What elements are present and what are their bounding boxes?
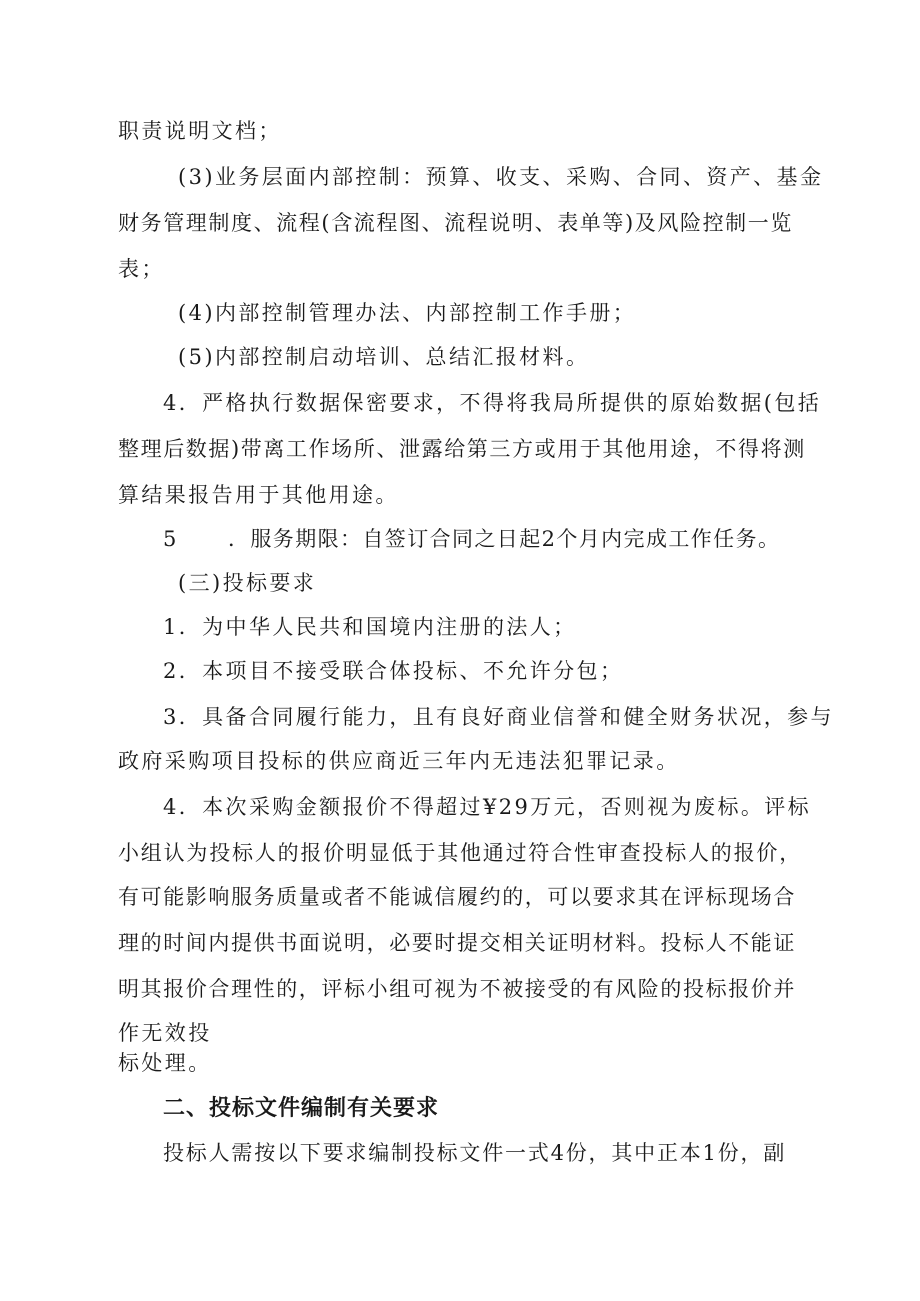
text-line: 标处理。 (118, 1051, 212, 1075)
requirement-1: 1．为中华人民共和国境内注册的法人； (163, 615, 577, 639)
requirement-4: 4．本次采购金额报价不得超过¥29万元，否则视为废标。评标 (163, 795, 812, 819)
numbered-item-5-number: 5 (163, 527, 179, 551)
requirement-3: 3．具备合同履行能力，且有良好商业信誉和健全财务状况，参与 (163, 705, 834, 729)
text-line: 投标人需按以下要求编制投标文件一式4份，其中正本1份，副 (163, 1141, 787, 1165)
text-line: 明其报价合理性的，评标小组可视为不被接受的有风险的投标报价并 (118, 977, 796, 1001)
text-line: 算结果报告用于其他用途。 (118, 483, 399, 507)
list-item-3: (3)业务层面内部控制：预算、收支、采购、合同、资产、基金 (178, 165, 824, 189)
text-line: 小组认为投标人的报价明显低于其他通过符合性审查投标人的报价， (118, 841, 802, 865)
text-line: 政府采购项目投标的供应商近三年内无违法犯罪记录。 (118, 749, 680, 773)
numbered-item-5: ．服务期限：自签订合同之日起2个月内完成工作任务。 (228, 527, 781, 551)
text-line: 职责说明文档； (118, 119, 282, 143)
text-line: 作无效投 (118, 1021, 212, 1045)
text-line: 表； (118, 257, 165, 281)
list-item-4: (4)内部控制管理办法、内部控制工作手册； (178, 301, 637, 325)
text-line: 有可能影响服务质量或者不能诚信履约的，可以要求其在评标现场合 (118, 885, 796, 909)
section-subheading: (三)投标要求 (178, 571, 317, 595)
text-line: 理的时间内提供书面说明，必要时提交相关证明材料。投标人不能证 (118, 931, 796, 955)
text-line: 整理后数据)带离工作场所、泄露给第三方或用于其他用途，不得将测 (118, 437, 806, 461)
text-line: 财务管理制度、流程(含流程图、流程说明、表单等)及风险控制一览 (118, 211, 793, 235)
section-heading: 二、投标文件编制有关要求 (163, 1096, 440, 1121)
numbered-item-4: 4．严格执行数据保密要求，不得将我局所提供的原始数据(包括 (163, 391, 822, 415)
requirement-2: 2．本项目不接受联合体投标、不允许分包； (163, 659, 624, 683)
list-item-5: (5)内部控制启动培训、总结汇报材料。 (178, 345, 590, 369)
